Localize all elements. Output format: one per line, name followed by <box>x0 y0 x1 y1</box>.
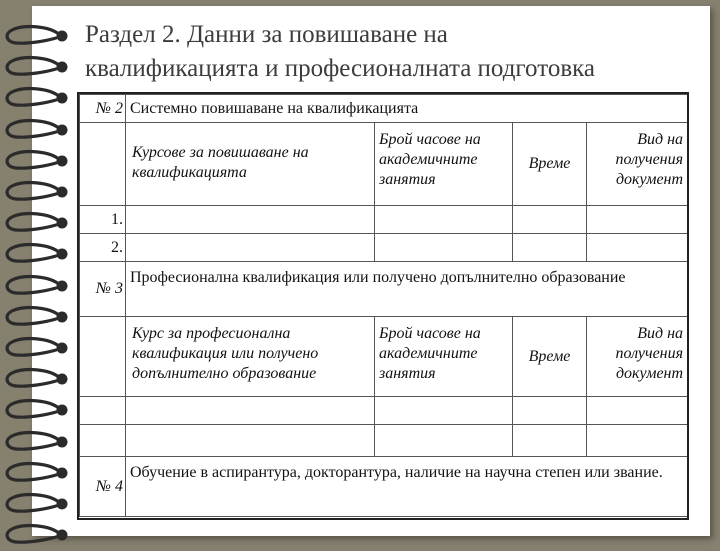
title-line-1: Раздел 2. Данни за повишаване на <box>85 21 448 48</box>
s3-row-2-document-cell[interactable] <box>587 425 688 457</box>
spiral-binding-ring-icon <box>2 396 78 426</box>
row-1-time-cell[interactable] <box>513 206 587 234</box>
spiral-binding-ring-icon <box>2 490 78 520</box>
section-3-col-time: Време <box>513 317 587 397</box>
row-1-course-cell[interactable] <box>126 206 375 234</box>
spiral-binding-ring-icon <box>2 22 78 52</box>
s3-row-1-time-cell[interactable] <box>513 397 587 425</box>
spiral-binding-ring-icon <box>2 334 78 364</box>
s3-row-1-number <box>80 397 126 425</box>
spiral-binding-ring-icon <box>2 53 78 83</box>
s3-row-1-document-cell[interactable] <box>587 397 688 425</box>
row-2-course-cell[interactable] <box>126 234 375 262</box>
qualification-table <box>79 94 688 517</box>
spiral-binding-ring-icon <box>2 240 78 270</box>
page-title <box>85 18 705 86</box>
section-2-row-1 <box>80 206 688 234</box>
s3-row-1-course-cell[interactable] <box>126 397 375 425</box>
section-3-heading: Професионална квалификация или получено допълнително образование <box>126 262 688 317</box>
spiral-binding-ring-icon <box>2 272 78 302</box>
section-3-row-1 <box>80 397 688 425</box>
section-2-empty-cell <box>80 123 126 206</box>
s3-row-2-hours-cell[interactable] <box>375 425 513 457</box>
section-3-number: № 3 <box>80 262 126 317</box>
section-2-number: № 2 <box>80 95 126 123</box>
section-3-col-hours: Брой часове на академичните занятия <box>375 317 513 397</box>
row-1-number: 1. <box>80 206 126 234</box>
section-3-columns <box>80 317 688 397</box>
section-2-col-document: Вид на получения документ <box>587 123 688 206</box>
row-2-time-cell[interactable] <box>513 234 587 262</box>
section-4-heading: Обучение в аспирантура, докторантура, наличие на научна степен или звание. <box>126 457 688 517</box>
section-2-header <box>80 95 688 123</box>
section-4-number: № 4 <box>80 457 126 517</box>
row-2-document-cell[interactable] <box>587 234 688 262</box>
section-3-col-document: Вид на получения документ <box>587 317 688 397</box>
row-2-number: 2. <box>80 234 126 262</box>
spiral-binding-ring-icon <box>2 147 78 177</box>
section-4-header <box>80 457 688 517</box>
section-2-columns <box>80 123 688 206</box>
spiral-binding-ring-icon <box>2 303 78 333</box>
section-2-col-time: Време <box>513 123 587 206</box>
spiral-binding-ring-icon <box>2 116 78 146</box>
row-1-document-cell[interactable] <box>587 206 688 234</box>
section-3-empty-cell <box>80 317 126 397</box>
row-1-hours-cell[interactable] <box>375 206 513 234</box>
qualification-form <box>77 92 689 520</box>
spiral-binding-ring-icon <box>2 178 78 208</box>
spiral-binding-ring-icon <box>2 209 78 239</box>
s3-row-2-time-cell[interactable] <box>513 425 587 457</box>
s3-row-2-course-cell[interactable] <box>126 425 375 457</box>
section-3-row-2 <box>80 425 688 457</box>
section-3-header <box>80 262 688 317</box>
spiral-binding-ring-icon <box>2 521 78 551</box>
section-2-col-course: Курсове за повишаване на квалификацията <box>126 123 375 206</box>
s3-row-2-number <box>80 425 126 457</box>
spiral-binding-ring-icon <box>2 459 78 489</box>
section-3-col-course: Курс за професионална квалификация или получено допълнително образование <box>126 317 375 397</box>
section-2-col-hours: Брой часове на академичните занятия <box>375 123 513 206</box>
section-2-row-2 <box>80 234 688 262</box>
spiral-binding <box>0 0 80 540</box>
title-line-2: квалификацията и професионалната подготовка <box>85 55 595 82</box>
section-2-heading: Системно повишаване на квалификацията <box>126 95 688 123</box>
s3-row-1-hours-cell[interactable] <box>375 397 513 425</box>
spiral-binding-ring-icon <box>2 84 78 114</box>
spiral-binding-ring-icon <box>2 365 78 395</box>
spiral-binding-ring-icon <box>2 428 78 458</box>
row-2-hours-cell[interactable] <box>375 234 513 262</box>
